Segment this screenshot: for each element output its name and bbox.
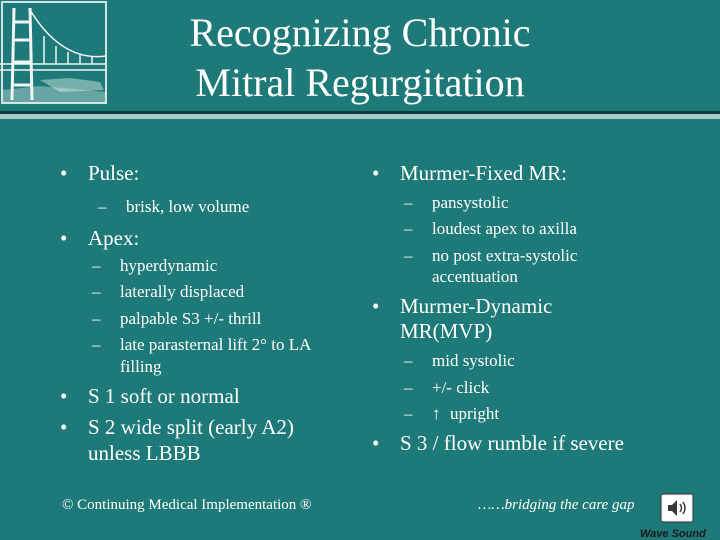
slide-title xyxy=(110,8,610,108)
dash-icon: – xyxy=(404,219,413,238)
dash-icon: – xyxy=(92,309,101,328)
bullet-icon: • xyxy=(372,161,380,185)
dash-icon: – xyxy=(404,351,413,370)
title-line-2: Mitral Regurgitation xyxy=(195,60,525,105)
dash-icon: – xyxy=(98,197,107,216)
bullet-icon: • xyxy=(60,415,68,439)
wave-sound-label: Wave Sound xyxy=(640,528,706,540)
dash-icon: – xyxy=(404,246,413,265)
footer-tagline: ……bridging the care gap xyxy=(478,497,635,513)
bullet-icon: • xyxy=(60,226,68,250)
dash-icon: – xyxy=(404,378,413,397)
title-divider-light xyxy=(0,114,720,119)
footer-copyright: © Continuing Medical Implementation ® xyxy=(62,497,312,513)
golden-gate-bridge-logo xyxy=(0,0,108,105)
dash-icon: – xyxy=(92,256,101,275)
bullet-icon: • xyxy=(372,294,380,318)
bullet-icon: • xyxy=(372,431,380,455)
title-line-1: Recognizing Chronic xyxy=(189,10,531,55)
apex-label: Apex: xyxy=(88,226,140,250)
dash-icon: – xyxy=(404,193,413,212)
up-arrow-icon: ↑ xyxy=(432,404,441,423)
dash-icon: – xyxy=(404,404,413,423)
pulse-label: Pulse: xyxy=(88,161,140,185)
dash-icon: – xyxy=(92,335,101,354)
speaker-icon[interactable] xyxy=(660,493,694,523)
bullet-icon: • xyxy=(60,384,68,408)
bullet-icon: • xyxy=(60,161,68,185)
dash-icon: – xyxy=(92,282,101,301)
